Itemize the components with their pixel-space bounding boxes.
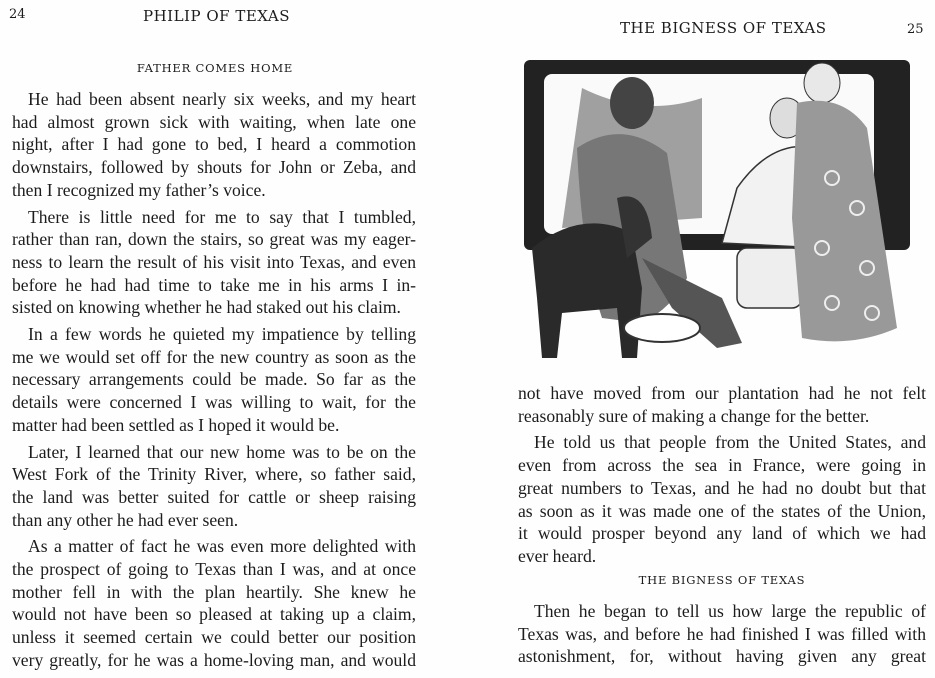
text-line: before he had had time to take me in his arms I in- — [12, 274, 416, 295]
text-line: the prospect of going to Texas than I was, and at once — [12, 559, 416, 580]
text-line: Then he began to tell us how large the republic of — [534, 601, 926, 621]
text-line: Later, I learned that our new home was to be on the — [28, 441, 416, 462]
text-line: As a matter of fact he was even more delighted with — [28, 536, 416, 557]
body-text — [12, 88, 416, 672]
text-line: In a few words he quieted my impatience by telling — [28, 324, 416, 345]
text-line: downstairs, followed by shouts for John or Zeba, and — [12, 157, 416, 178]
text-line: even from across the sea in France, were going in — [518, 455, 926, 476]
text-line: ever heard. — [518, 545, 597, 566]
text-line: necessary arrangements could be made. So far as the — [12, 369, 416, 390]
running-head: PHILIP OF TEXAS — [143, 7, 291, 25]
page-number: 25 — [907, 22, 924, 37]
body-text — [518, 382, 926, 568]
right-page — [470, 0, 935, 678]
body-text — [518, 600, 926, 668]
section-heading: THE BIGNESS OF TEXAS — [638, 573, 806, 587]
text-line: reasonably sure of making a change for the better. — [518, 405, 870, 426]
text-line: had almost grown sick with waiting, when late one — [12, 111, 416, 132]
text-line: would not have been so pleased at taking up a claim, — [12, 604, 416, 625]
text-line: details were concerned I was willing to wait, for the — [12, 392, 416, 413]
text-line: as soon as it was made one of the states of the Union, — [518, 500, 926, 521]
text-line: the land was better suited for cattle or sheep raising — [12, 486, 416, 507]
text-line: very greatly, for he was a home-loving man, and would — [12, 649, 416, 670]
text-line: than any other he had ever seen. — [12, 509, 239, 530]
text-line: night, after I had gone to bed, I heard a commotion — [12, 134, 416, 155]
text-line: West Fork of the Trinity River, where, so father said, — [12, 464, 416, 485]
text-line: ness to learn the result of his visit into Texas, and even — [12, 251, 416, 272]
illustration-family-scene — [522, 58, 913, 368]
text-line: He told us that people from the United States, and — [534, 432, 926, 453]
text-line: astonishment, for, without having given any great — [518, 646, 926, 667]
text-line: Texas was, and before he had finished I was filled with — [518, 623, 926, 644]
text-line: unless it seemed certain we could better our position — [12, 627, 416, 648]
section-heading: FATHER COMES HOME — [136, 61, 294, 75]
page-number: 24 — [9, 7, 26, 22]
running-head: THE BIGNESS OF TEXAS — [620, 19, 827, 37]
text-line: matter had been settled as I hoped it would be. — [12, 414, 340, 435]
text-line: mother fell in with the plan heartily. She knew he — [12, 581, 416, 602]
text-line: it would prosper beyond any land of which we had — [518, 523, 926, 544]
text-line: me we would set off for the new country as soon as the — [12, 346, 416, 367]
text-line: There is little need for me to say that I tumbled, — [28, 206, 416, 227]
text-line: then I recognized my father’s voice. — [12, 179, 266, 200]
text-line: sisted on knowing whether he had staked out his claim. — [12, 297, 401, 318]
text-line: not have moved from our plantation had he not felt — [518, 383, 926, 403]
text-line: great numbers to Texas, and he had no doubt but that — [518, 477, 926, 498]
text-line: rather than ran, down the stairs, so great was my eager- — [12, 229, 416, 250]
text-line: He had been absent nearly six weeks, and my heart — [28, 89, 416, 109]
